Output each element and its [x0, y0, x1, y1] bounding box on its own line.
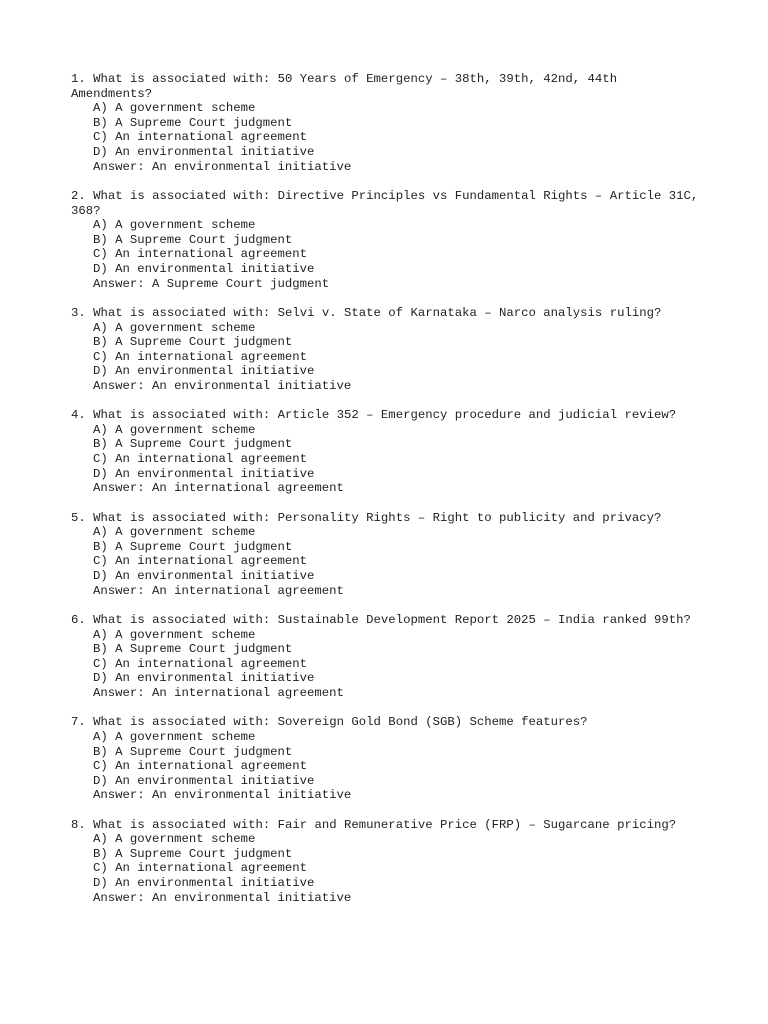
option-c: C) An international agreement — [93, 452, 308, 467]
option-b: B) A Supreme Court judgment — [93, 335, 293, 350]
option-b: B) A Supreme Court judgment — [93, 642, 293, 657]
question-block — [71, 613, 701, 701]
option-a: A) A government scheme — [93, 422, 256, 437]
question-block — [71, 715, 701, 803]
option-b: B) A Supreme Court judgment — [93, 232, 293, 247]
option-a: A) A government scheme — [93, 525, 256, 540]
option-b: B) A Supreme Court judgment — [93, 437, 293, 452]
answer-text: Answer: An international agreement — [93, 583, 344, 598]
option-c: C) An international agreement — [93, 554, 308, 569]
option-d: D) An environmental initiative — [93, 671, 315, 686]
question-text: 4. What is associated with: Article 352 – Emergency procedure and judicial review? — [71, 408, 677, 423]
option-c: C) An international agreement — [93, 861, 308, 876]
quiz-document — [71, 72, 706, 920]
question-text: 5. What is associated with: Personality Rights – Right to publicity and privacy? — [71, 510, 662, 525]
option-d: D) An environmental initiative — [93, 261, 315, 276]
question-block — [71, 818, 701, 906]
question-block — [71, 72, 701, 174]
question-block — [71, 188, 706, 291]
option-d: D) An environmental initiative — [93, 773, 315, 788]
option-c: C) An international agreement — [93, 247, 308, 262]
option-d: D) An environmental initiative — [93, 364, 315, 379]
answer-text: Answer: An international agreement — [93, 685, 344, 700]
answer-text: Answer: An environmental initiative — [93, 378, 352, 393]
option-a: A) A government scheme — [93, 832, 256, 847]
question-text: 3. What is associated with: Selvi v. State of Karnataka – Narco analysis ruling? — [71, 305, 662, 320]
answer-text: Answer: A Supreme Court judgment — [93, 276, 330, 291]
question-block — [71, 408, 701, 496]
option-a: A) A government scheme — [93, 218, 256, 233]
option-d: D) An environmental initiative — [93, 569, 315, 583]
option-c: C) An international agreement — [93, 130, 308, 145]
option-b: B) A Supreme Court judgment — [93, 846, 293, 861]
question-text: 6. What is associated with: Sustainable Development Report 2025 – India ranked 99th? — [71, 612, 691, 627]
option-d: D) An environmental initiative — [93, 466, 315, 481]
question-text: 1. What is associated with: 50 Years of Emergency – 38th, 39th, 42nd, 44th Amendments? — [71, 72, 625, 101]
option-c: C) An international agreement — [93, 759, 308, 774]
answer-text: Answer: An environmental initiative — [93, 159, 352, 174]
question-text: 7. What is associated with: Sovereign Gold Bond (SGB) Scheme features? — [71, 715, 588, 730]
option-c: C) An international agreement — [93, 656, 308, 671]
question-block — [71, 306, 701, 394]
option-c: C) An international agreement — [93, 349, 308, 364]
question-text: 2. What is associated with: Directive Principles vs Fundamental Rights – Article 31C, 368? — [71, 188, 706, 218]
question-block — [71, 511, 701, 599]
answer-text: Answer: An international agreement — [93, 481, 344, 496]
question-text: 8. What is associated with: Fair and Remunerative Price (FRP) – Sugarcane pricing? — [71, 817, 677, 832]
answer-text: Answer: An environmental initiative — [93, 788, 352, 803]
option-d: D) An environmental initiative — [93, 876, 315, 891]
option-b: B) A Supreme Court judgment — [93, 539, 293, 554]
option-b: B) A Supreme Court judgment — [93, 115, 293, 130]
option-a: A) A government scheme — [93, 101, 256, 116]
answer-text: Answer: An environmental initiative — [93, 890, 352, 905]
option-b: B) A Supreme Court judgment — [93, 744, 293, 759]
option-a: A) A government scheme — [93, 627, 256, 642]
option-a: A) A government scheme — [93, 320, 256, 335]
option-d: D) An environmental initiative — [93, 144, 315, 159]
option-a: A) A government scheme — [93, 729, 256, 744]
